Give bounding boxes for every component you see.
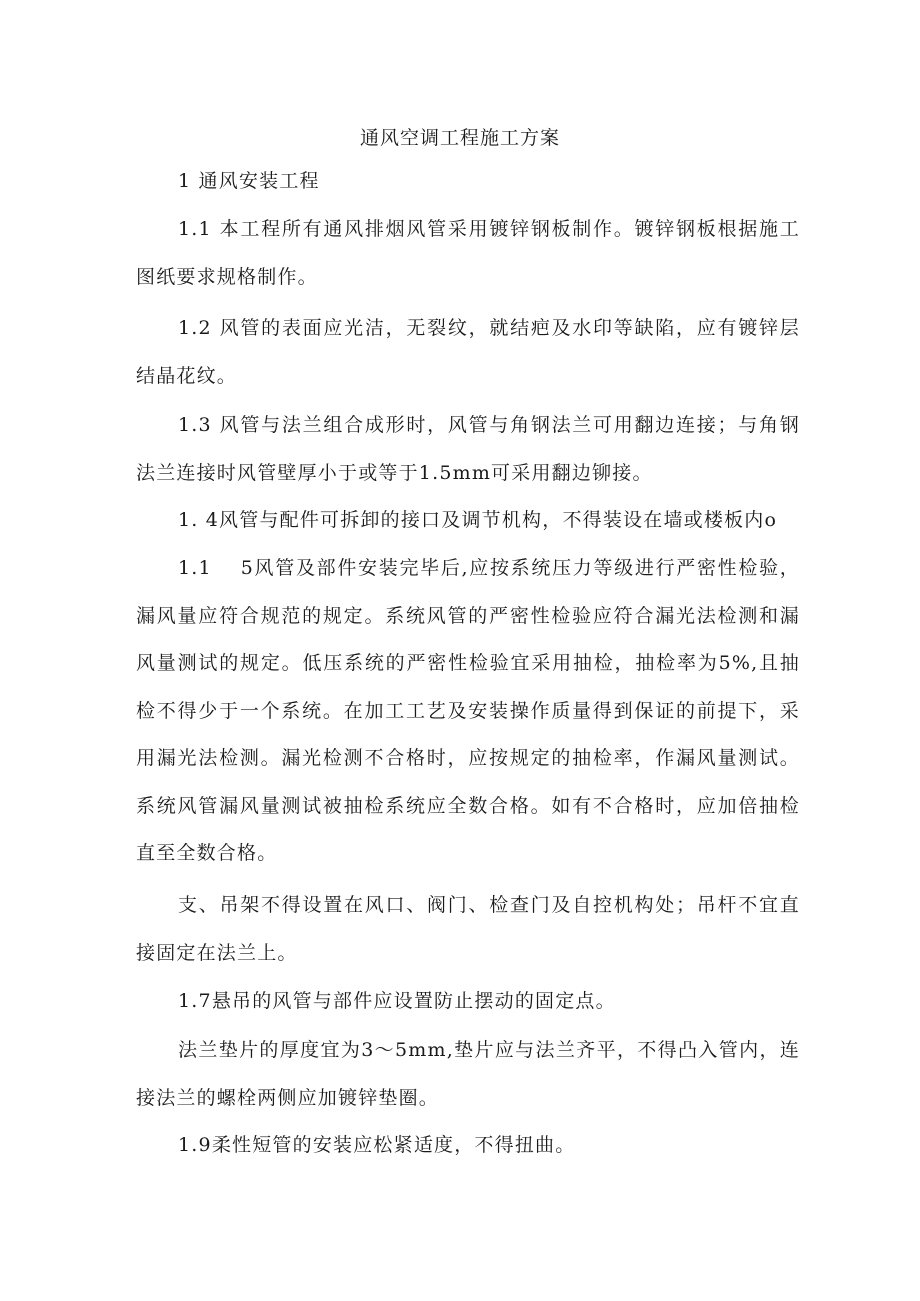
- paragraph-1-7: 1.7悬吊的风管与部件应设置防止摆动的固定点。: [178, 990, 616, 1012]
- paragraph-1-3: 1.3 风管与法兰组合成形时，风管与角钢法兰可用翻边连接；与角钢法兰连接时风管壁厚小于或等于1.5mm可采用翻边铆接。: [136, 414, 800, 484]
- paragraph-support-hanger: 支、吊架不得设置在风口、阀门、检查门及自控机构处；吊杆不宜直接固定在法兰上。: [136, 894, 800, 964]
- paragraph-flange-gasket: 法兰垫片的厚度宜为3～5mm,垫片应与法兰齐平，不得凸入管内，连接法兰的螺栓两侧应加镀锌垫圈。: [136, 1039, 800, 1109]
- section-heading-1: 1 通风安装工程: [178, 170, 320, 192]
- paragraph-1-9: 1.9柔性短管的安装应松紧适度，不得扭曲。: [178, 1134, 576, 1156]
- paragraph-1-1: 1.1 本工程所有通风排烟风管采用镀锌钢板制作。镀锌钢板根据施工图纸要求规格制作。: [136, 218, 800, 288]
- document-title: 通风空调工程施工方案: [359, 127, 560, 149]
- paragraph-1-5: 1.1 5风管及部件安装完毕后,应按系统压力等级进行严密性检验，漏风量应符合规范的规定。系统风管的严密性检验应符合漏光法检测和漏风量测试的规定。低压系统的严密性检验宜采用抽检，抽检率为5%,且抽检不得少于一个系统。在加工工艺及安装操作质量得到保证的前提下，采用漏光法检测。漏光检测不合格时，应按规定的抽检率，作漏风量测试。系统风管漏风量测试被抽检系统应全数合格。如有不合格时，应加倍抽检直至全数合格。: [136, 557, 800, 864]
- paragraph-1-2: 1.2 风管的表面应光洁，无裂纹，就结疤及水印等缺陷，应有镀锌层结晶花纹。: [136, 317, 800, 387]
- paragraph-1-4: 1. 4风管与配件可拆卸的接口及调节机构，不得装设在墙或楼板内o: [178, 509, 778, 531]
